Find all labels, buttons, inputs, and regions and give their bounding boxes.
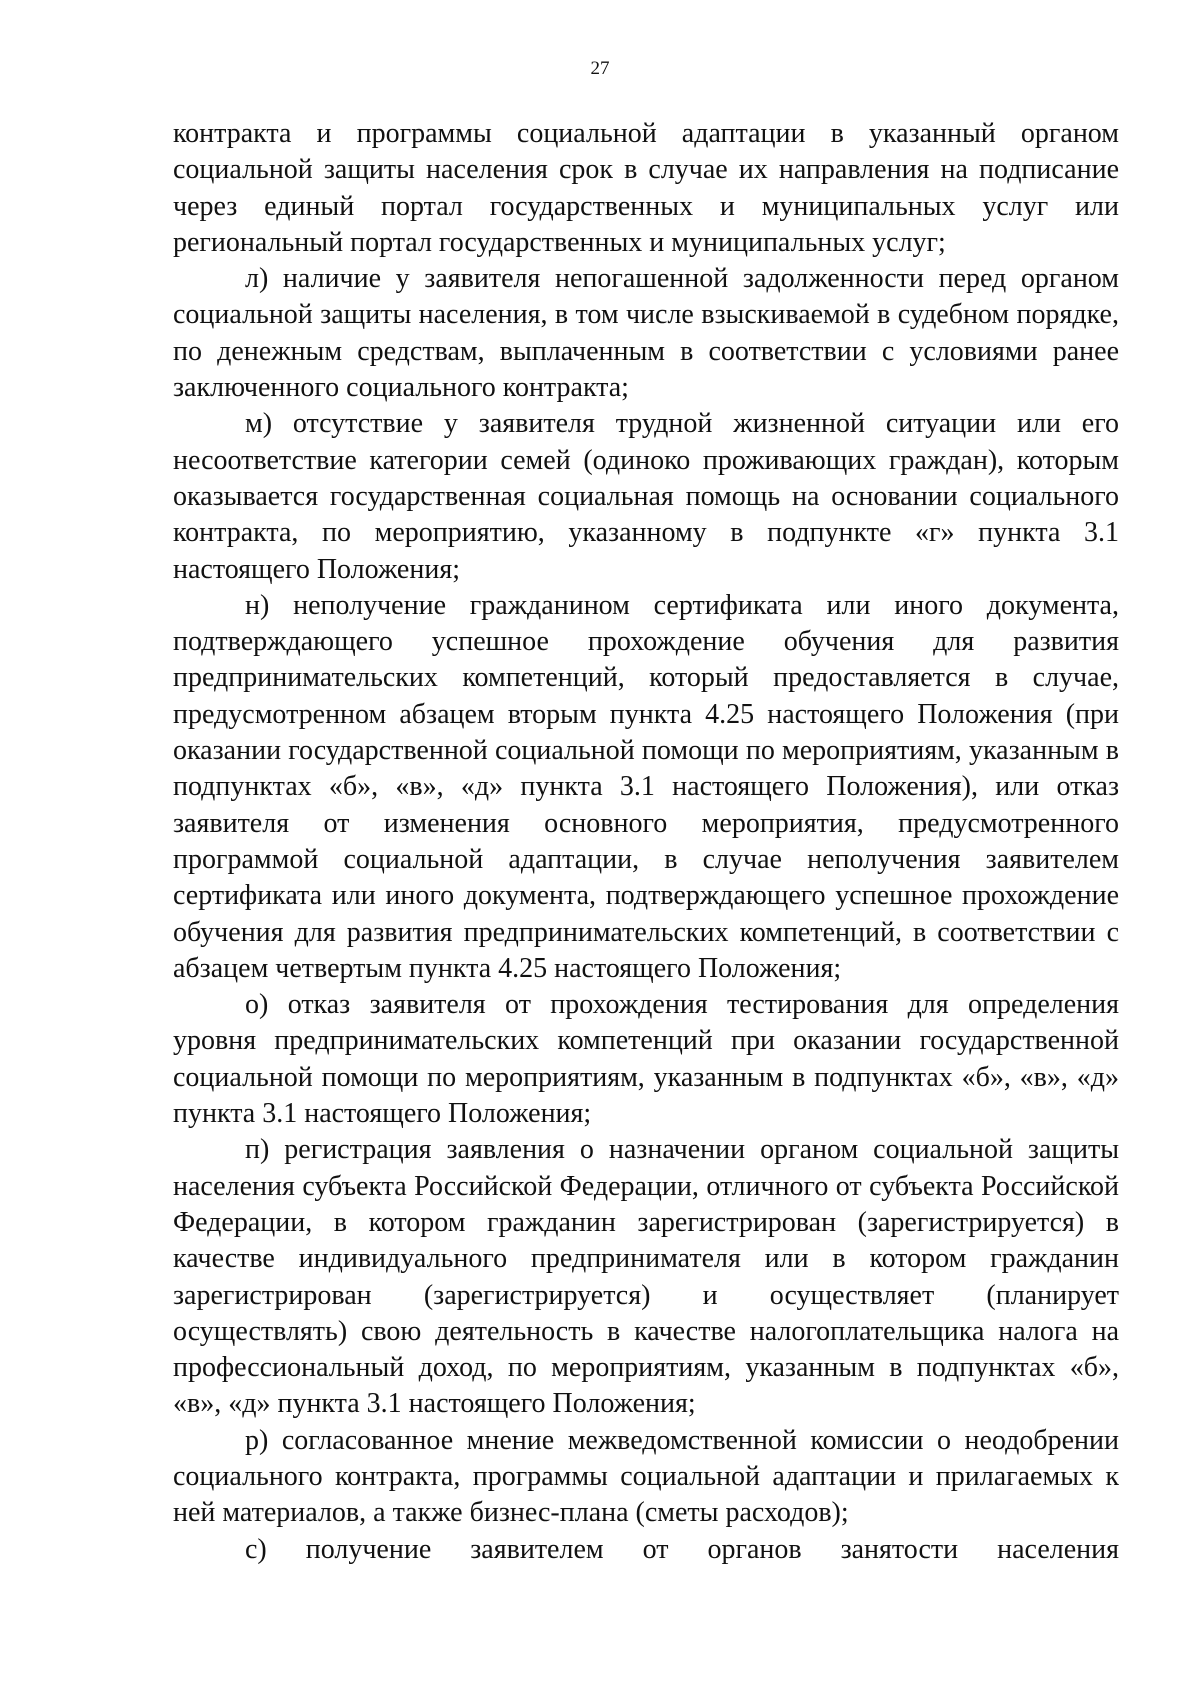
paragraph-item-s: с) получение заявителем от органов занятости населения: [245, 1533, 1119, 1565]
paragraph-item-o: о) отказ заявителя от прохождения тестирования для определения уровня предпринимательских компетенций при оказании государственной социальной помощи по мероприятиям, указанным в подпунктах «б», «в», «д» пункта 3.1 настоящего Положения;: [173, 989, 1119, 1130]
page-number: 27: [590, 58, 610, 79]
paragraph-item-r: р) согласованное мнение межведомственной комиссии о неодобрении социального контракта, программы социальной адаптации и прилагаемых к ней материалов, а также бизнес-плана (сметы расходов);: [173, 1424, 1119, 1529]
paragraph-continuation: контракта и программы социальной адаптации в указанный органом социальной защиты населения срок в случае их направления на подписание через единый портал государственных и муниципальных услуг или региональный портал государственных и муниципальных услуг;: [173, 118, 1119, 258]
paragraph-item-p: п) регистрация заявления о назначении органом социальной защиты населения субъекта Российской Федерации, отличного от субъекта Российской Федерации, в котором гражданин зарегистрирован (зарегистрируется) в качестве индивидуального предпринимателя или в котором гражданин зарегистрирован (зарегистрируется) и осуществляет (планирует осуществлять) свою деятельность в качестве налогоплательщика налога на профессиональный доход, по мероприятиям, указанным в подпунктах «б», «в», «д» пункта 3.1 настоящего Положения;: [173, 1134, 1119, 1420]
paragraph-item-m: м) отсутствие у заявителя трудной жизненной ситуации или его несоответствие категории семей (одиноко проживающих граждан), которым оказывается государственная социальная помощь на основании социального контракта, по мероприятию, указанному в подпункте «г» пункта 3.1 настоящего Положения;: [173, 408, 1119, 585]
document-body: [173, 116, 1119, 1568]
paragraph-item-n: н) неполучение гражданином сертификата или иного документа, подтверждающего успешное прохождение обучения для развития предпринимательских компетенций, который предоставляется в случае, предусмотренном абзацем вторым пункта 4.25 настоящего Положения (при оказании государственной социальной помощи по мероприятиям, указанным в подпунктах «б», «в», «д» пункта 3.1 настоящего Положения), или отказ заявителя от изменения основного мероприятия, предусмотренного программой социальной адаптации, в случае неполучения заявителем сертификата или иного документа, подтверждающего успешное прохождение обучения для развития предпринимательских компетенций, в соответствии с абзацем четвертым пункта 4.25 настоящего Положения;: [173, 589, 1119, 984]
paragraph-item-l: л) наличие у заявителя непогашенной задолженности перед органом социальной защиты населения, в том числе взыскиваемой в судебном порядке, по денежным средствам, выплаченным в соответствии с условиями ранее заключенного социального контракта;: [173, 263, 1119, 404]
